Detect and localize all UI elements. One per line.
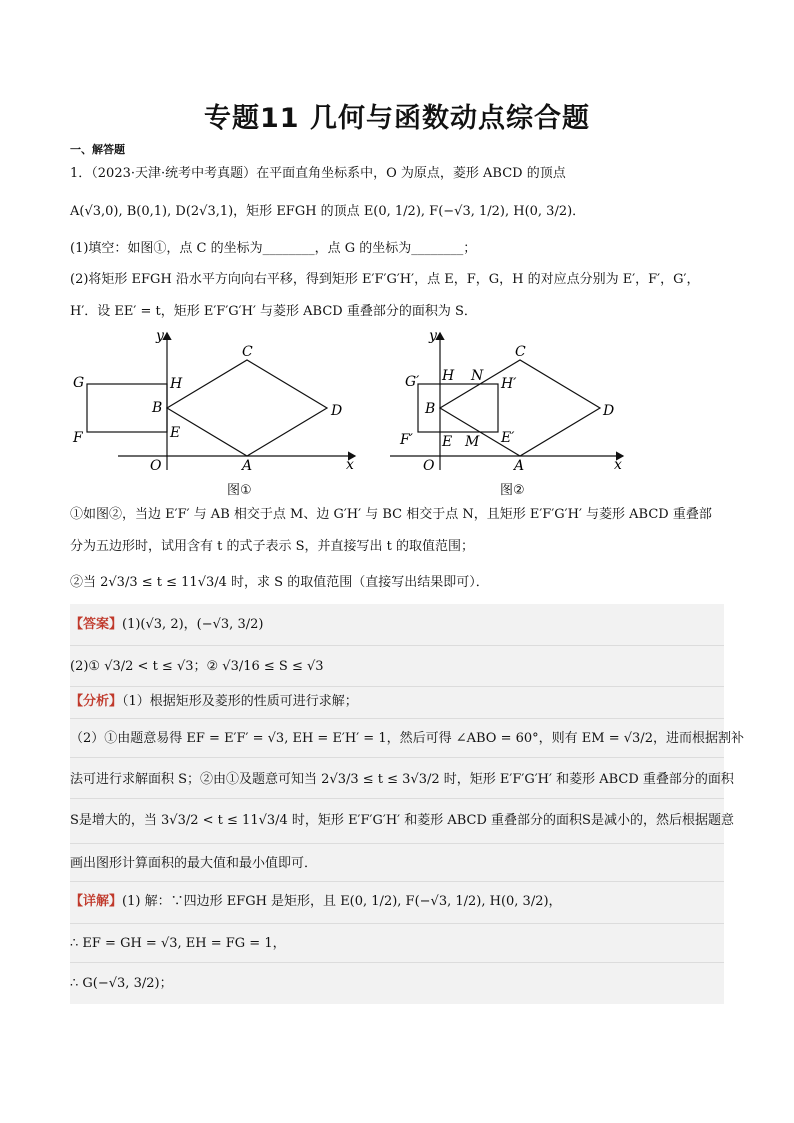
separator (70, 757, 724, 758)
detail-text-1: (1) 解：∵四边形 EFGH 是矩形，且 E(0, 1/2), F(−√3, 1/2), H(0, 3/2)， (122, 894, 562, 909)
figure-1-caption: 图① (227, 483, 252, 498)
detail-line-2: ∴ EF = GH = √3, EH = FG = 1， (70, 936, 286, 951)
separator (70, 881, 724, 882)
label-n: N (471, 368, 484, 384)
separator (70, 843, 724, 844)
question-1: (1)填空：如图①，点 C 的坐标为________，点 G 的坐标为________； (70, 241, 477, 256)
label-h-prime: H′ (501, 376, 517, 392)
separator (70, 962, 724, 963)
question-2b: H′．设 EE′ = t，矩形 E′F′G′H′ 与菱形 ABCD 重叠部分的面积为 S． (70, 304, 477, 319)
label-g: G (73, 375, 85, 391)
analysis-text-1: （1）根据矩形及菱形的性质可进行求解； (122, 694, 358, 709)
analysis-line-5: 画出图形计算面积的最大值和最小值即可． (70, 856, 318, 871)
analysis-line-2: （2）①由题意易得 EF = E′F′ = √3, EH = E′H′ = 1，然后可得 ∠ABO = 60°，则有 EM = √3/2，进而根据割补 (70, 731, 744, 746)
subquestion-1a: ①如图②，当边 E′F′ 与 AB 相交于点 M、边 G′H′ 与 BC 相交于点 N，且矩形 E′F′G′H′ 与菱形 ABCD 重叠部 (70, 507, 712, 522)
question-2a: (2)将矩形 EFGH 沿水平方向向右平移，得到矩形 E′F′G′H′，点 E，F，G，H 的对应点分别为 E′，F′，G′， (70, 272, 700, 287)
label-e-prime: E′ (501, 430, 515, 446)
label-x-2: x (614, 457, 622, 473)
label-c-2: C (515, 344, 526, 360)
label-f-prime: F′ (400, 432, 413, 448)
label-y-2: y (429, 328, 437, 344)
analysis-line-3: 法可进行求解面积 S；②由①及题意可知当 2√3/3 ≤ t ≤ 3√3/2 时，矩形 E′F′G′H′ 和菱形 ABCD 重叠部分的面积 (70, 772, 734, 787)
label-x: x (346, 457, 354, 473)
label-e-2: E (442, 434, 453, 450)
label-o: O (150, 458, 162, 474)
rhombus-abcd (167, 360, 327, 456)
separator (70, 798, 724, 799)
figure-2-caption: 图② (500, 483, 525, 498)
subquestion-1b: 分为五边形时，试用含有 t 的式子表示 S，并直接写出 t 的取值范围； (70, 539, 475, 554)
figure-2 (388, 325, 638, 475)
label-h-2: H (442, 368, 455, 384)
detail-line-3: ∴ G(−√3, 3/2)； (70, 976, 173, 991)
answer-tag: 【答案】 (70, 617, 123, 632)
label-b-2: B (425, 401, 436, 417)
separator (70, 645, 724, 646)
label-m: M (465, 434, 480, 450)
analysis-tag: 【分析】 (70, 694, 123, 709)
separator (70, 718, 724, 719)
label-o-2: O (423, 458, 435, 474)
problem-line-1: 1．（2023·天津·统考中考真题）在平面直角坐标系中，O 为原点，菱形 ABCD 的顶点 (70, 166, 566, 181)
answer-line-1 (70, 616, 263, 634)
label-a-2: A (514, 458, 525, 474)
label-b: B (152, 400, 163, 416)
label-d: D (331, 403, 343, 419)
detail-line-1 (70, 893, 562, 911)
label-a: A (242, 458, 253, 474)
separator (70, 923, 724, 924)
label-f: F (73, 430, 83, 446)
label-e: E (170, 425, 181, 441)
separator (70, 686, 724, 687)
label-g-prime: G′ (405, 374, 420, 390)
subquestion-2: ②当 2√3/3 ≤ t ≤ 11√3/4 时，求 S 的取值范围（直接写出结果即可）． (70, 575, 489, 590)
figure-1 (70, 325, 370, 475)
answer-1: (1)(√3, 2)，(−√3, 3/2) (122, 617, 264, 632)
section-title: 一、解答题 (70, 143, 125, 156)
label-y: y (156, 328, 164, 344)
analysis-line-4: S是增大的，当 3√3/2 < t ≤ 11√3/4 时，矩形 E′F′G′H′ 和菱形 ABCD 重叠部分的面积S是减小的，然后根据题意 (70, 813, 734, 828)
problem-line-2: A(√3,0), B(0,1), D(2√3,1)，矩形 EFGH 的顶点 E(0, 1/2), F(−√3, 1/2), H(0, 3/2)． (70, 204, 586, 219)
detail-tag: 【详解】 (70, 894, 123, 909)
answer-2: (2)① √3/2 < t ≤ √3；② √3/16 ≤ S ≤ √3 (70, 659, 324, 674)
label-c: C (242, 344, 253, 360)
label-h: H (170, 376, 183, 392)
label-d-2: D (603, 403, 615, 419)
rhombus-abcd-2 (440, 360, 600, 456)
analysis-line-1 (70, 693, 358, 711)
page-title: 专题11 几何与函数动点综合题 (204, 103, 590, 134)
